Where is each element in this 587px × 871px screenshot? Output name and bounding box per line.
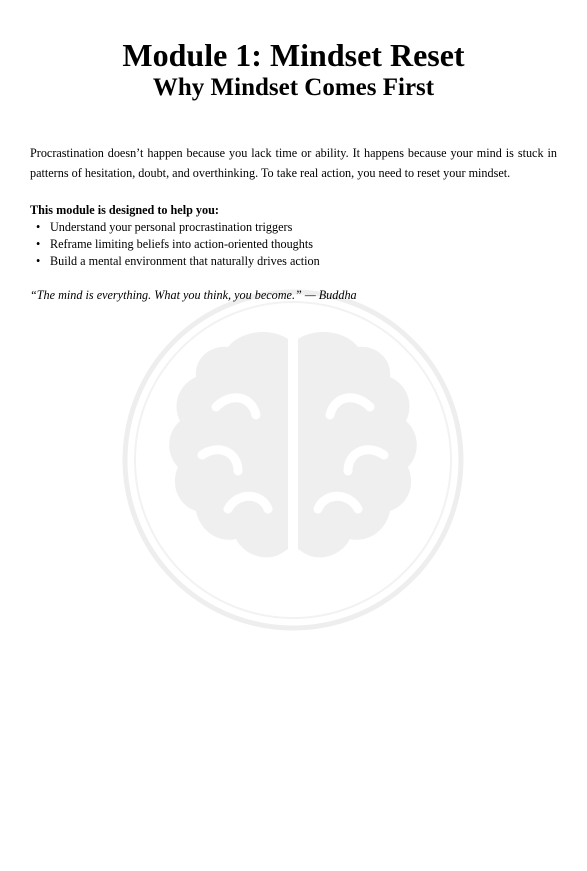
document-content: [0, 37, 587, 304]
goals-list: [30, 219, 557, 270]
intro-paragraph: Procrastination doesn’t happen because you lack time or ability. It happens because your mind is stuck in patterns of hesitation, doubt, and overthinking. To take real action, you need to reset your mindset.: [30, 146, 557, 180]
list-item: • Build a mental environment that naturally drives action: [50, 253, 557, 270]
module-subtitle: Why Mindset Comes First: [152, 74, 435, 101]
list-item: • Reframe limiting beliefs into action-oriented thoughts: [50, 236, 557, 253]
list-item: • Understand your personal procrastination triggers: [50, 219, 557, 236]
brain-watermark-icon: [120, 287, 466, 633]
module-title: Module 1: Mindset Reset: [122, 37, 465, 73]
list-heading: This module is designed to help you:: [30, 203, 219, 217]
quote-text: “The mind is everything. What you think, you become.” — Buddha: [30, 288, 357, 302]
